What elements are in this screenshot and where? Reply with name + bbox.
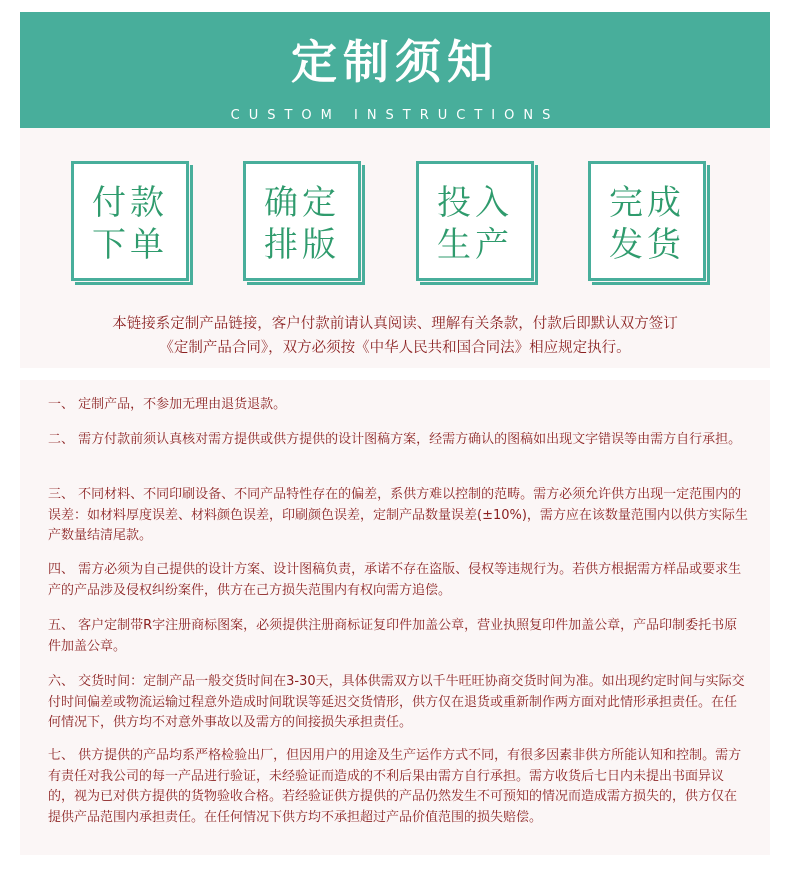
- intro-text: [20, 312, 770, 360]
- intro-line-1: 本链接系定制产品链接，客户付款前请认真阅读、理解有关条款，付款后即默认双方签订: [112, 316, 678, 332]
- step-production: [416, 161, 534, 281]
- term-item-4: 四、 需方必须为自己提供的设计方案、设计图稿负责，承诺不存在盗版、侵权等违规行为。若供方根据需方样品或要求生产的产品涉及侵权纠纷案件，供方在己方损失范围内有权向需方追偿。: [48, 562, 742, 598]
- step-pay-order: [71, 161, 189, 281]
- step-label: 确定 排版: [264, 183, 340, 265]
- term-item-3: 三、 不同材料、不同印刷设备、不同产品特性存在的偏差，系供方难以控制的范畴。需方必须允许供方出现一定范围内的误差：如材料厚度误差、材料颜色误差，印刷颜色误差，定制产品数量误差(±10%)，需方应在该数量范围内以供方实际生产数量结清尾款。: [48, 487, 748, 543]
- term-item-7: 七、 供方提供的产品均系严格检验出厂，但因用户的用途及生产运作方式不同，有很多因素非供方所能认知和控制。需方有责任对我公司的每一产品进行验证，未经验证而造成的不利后果由需方自行承担。需方收货后七日内未提出书面异议的，视为已对供方提供的货物验收合格。若经验证供方提供的产品仍然发生不可预知的情况而造成需方损失的，供方仅在提供产品范围内承担责任。在任何情况下供方均不承担超过产品价值范围的损失赔偿。: [48, 748, 742, 825]
- step-label: 投入 生产: [437, 183, 513, 265]
- step-confirm-layout: [243, 161, 361, 281]
- page-subtitle: CUSTOM INSTRUCTIONS: [230, 108, 560, 123]
- term-item-6: 六、 交货时间：定制产品一般交货时间在3-30天，具体供需双方以千牛旺旺协商交货时间为准。如出现约定时间与实际交付时间偏差或物流运输过程意外造成时间耽误等延迟交货情形，供方仅在退货或重新制作两方面对此情形承担责任。在任何情况下，供方均不对意外事故以及需方的间接损失承担责任。: [48, 674, 745, 730]
- terms-panel: [20, 380, 770, 855]
- step-shipping: [588, 161, 706, 281]
- step-label: 完成 发货: [609, 183, 685, 265]
- term-item-1: 一、 定制产品，不参加无理由退货退款。: [48, 397, 287, 412]
- term-item-2: 二、 需方付款前须认真核对需方提供或供方提供的设计图稿方案，经需方确认的图稿如出现文字错误等由需方自行承担。: [48, 432, 742, 447]
- page-title: 定制须知: [291, 35, 499, 89]
- header-banner: [20, 12, 770, 128]
- step-label: 付款 下单: [92, 183, 168, 265]
- term-item-5: 五、 客户定制带R字注册商标图案，必须提供注册商标证复印件加盖公章，营业执照复印件加盖公章，产品印制委托书原件加盖公章。: [48, 618, 738, 654]
- intro-line-2: 《定制产品合同》，双方必须按《中华人民共和国合同法》相应规定执行。: [159, 340, 631, 356]
